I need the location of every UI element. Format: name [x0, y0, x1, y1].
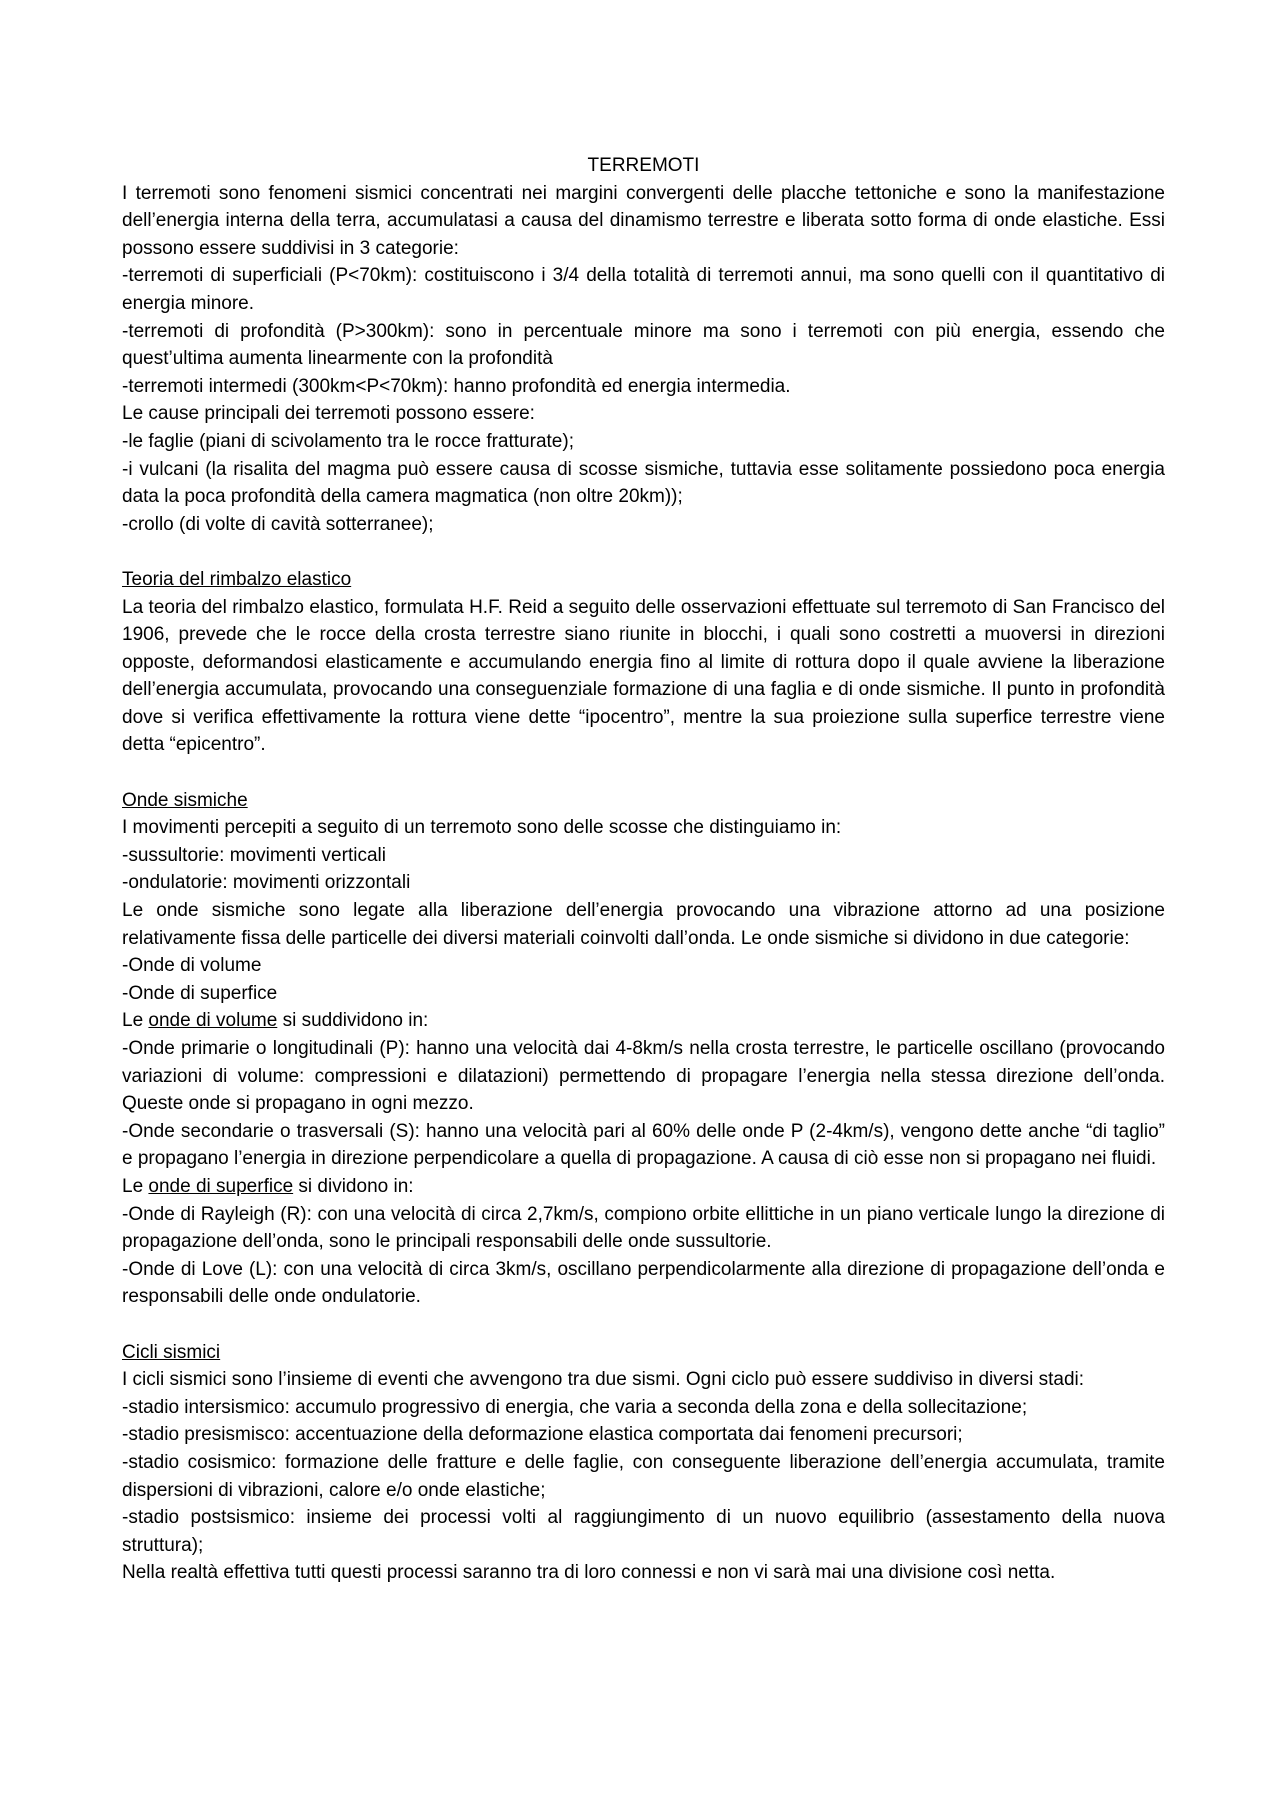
- volume-suffix: si suddividono in:: [277, 1010, 429, 1032]
- cicli-intro: I cicli sismici sono l’insieme di eventi che avvengono tra due sismi. Ogni ciclo può essere suddiviso in diversi stadi:: [122, 1369, 1085, 1391]
- list-item-onde-superfice: -Onde di superfice: [122, 982, 278, 1004]
- superfice-suffix: si dividono in:: [293, 1175, 414, 1197]
- volume-subheading: [122, 1007, 1165, 1035]
- list-item-faglie: -le faglie (piani di scivolamento tra le rocce fratturate);: [122, 430, 574, 452]
- list-item-profondita: -terremoti di profondità (P>300km): sono in percentuale minore ma sono i terremoti con più energia, essendo che quest’ultima aumenta linearmente con la profondità: [122, 320, 1165, 370]
- section-heading-cicli: Cicli sismici: [122, 1341, 221, 1363]
- volume-prefix: Le: [122, 1010, 149, 1032]
- list-item-cosismico: -stadio cosismico: formazione delle fratture e delle faglie, con conseguente liberazione dell’energia accumulata, tramite dispersioni di vibrazioni, calore e/o onde elastiche;: [122, 1451, 1165, 1501]
- list-item-presismico: -stadio presismisco: accentuazione della deformazione elastica comportata dai fenomeni precursori;: [122, 1424, 963, 1446]
- superfice-subheading: [122, 1173, 1165, 1201]
- superfice-term: onde di superfice: [148, 1175, 294, 1197]
- cause-intro: Le cause principali dei terremoti possono essere:: [122, 403, 535, 425]
- list-item-vulcani: -i vulcani (la risalita del magma può essere causa di scosse sismiche, tuttavia esse solitamente possiedono poca energia data la poca profondità della camera magmatica (non oltre 20km));: [122, 458, 1165, 508]
- list-item-secondarie: -Onde secondarie o trasversali (S): hanno una velocità pari al 60% delle onde P (2-4km/s), vengono dette anche “di taglio” e propagano l’energia in direzione perpendicolare a quella di propagazione. A causa di ciò esse non si propagano nei fluidi.: [122, 1120, 1165, 1170]
- list-item-onde-volume: -Onde di volume: [122, 955, 262, 977]
- spacer: [122, 538, 1165, 566]
- list-item-rayleigh: -Onde di Rayleigh (R): con una velocità di circa 2,7km/s, compiono orbite ellittiche in un piano verticale lungo la direzione di propagazione dell’onda, sono le principali responsabili delle onde sussultorie.: [122, 1203, 1165, 1253]
- onde-intro: I movimenti percepiti a seguito di un terremoto sono delle scosse che distinguiamo in:: [122, 817, 842, 839]
- list-item-ondulatorie: -ondulatorie: movimenti orizzontali: [122, 872, 411, 894]
- list-item-primarie: -Onde primarie o longitudinali (P): hanno una velocità dai 4-8km/s nella crosta terrestre, le particelle oscillano (provocando variazioni di volume: compressioni e dilatazioni) permettendo di propagare l’energia nella stessa direzione dell’onda. Queste onde si propagano in ogni mezzo.: [122, 1038, 1165, 1115]
- intro-paragraph: I terremoti sono fenomeni sismici concentrati nei margini convergenti delle placche tettoniche e sono la manifestazione dell’energia interna della terra, accumulatasi a causa del dinamismo terrestre e liberata sotto forma di onde elastiche. Essi possono essere suddivisi in 3 categorie:: [122, 182, 1165, 259]
- list-item-intermedi: -terremoti intermedi (300km<P<70km): hanno profondità ed energia intermedia.: [122, 375, 791, 397]
- spacer: [122, 1311, 1165, 1339]
- section-heading-rimbalzo: Teoria del rimbalzo elastico: [122, 568, 352, 590]
- onde-paragraph: Le onde sismiche sono legate alla liberazione dell’energia provocando una vibrazione attorno ad una posizione relativamente fissa delle particelle dei diversi materiali coinvolti dall’onda. Le onde sismiche si dividono in due categorie:: [122, 900, 1165, 949]
- conclusion-paragraph: Nella realtà effettiva tutti questi processi saranno tra di loro connessi e non vi sarà mai una divisione così netta.: [122, 1562, 1056, 1584]
- superfice-prefix: Le: [122, 1175, 149, 1197]
- rimbalzo-paragraph: La teoria del rimbalzo elastico, formulata H.F. Reid a seguito delle osservazioni effettuate sul terremoto di San Francisco del 1906, prevede che le rocce della crosta terrestre siano riunite in blocchi, i quali sono costretti a muoversi in direzioni opposte, deformandosi elasticamente e accumulando energia fino al limite di rottura dopo il quale avviene la liberazione dell’energia accumulata, provocando una conseguenziale formazione di una faglia e di onde sismiche. Il punto in profondità dove si verifica effettivamente la rottura viene dette “ipocentro”, mentre la sua proiezione sulla superfice terrestre viene detta “epicentro”.: [122, 596, 1165, 756]
- list-item-postsismico: -stadio postsismico: insieme dei processi volti al raggiungimento di un nuovo equilibrio (assestamento della nuova struttura);: [122, 1507, 1165, 1556]
- list-item-superficiali: -terremoti di superficiali (P<70km): costituiscono i 3/4 della totalità di terremoti annui, ma sono quelli con il quantitativo di energia minore.: [122, 265, 1165, 314]
- spacer: [122, 759, 1165, 787]
- list-item-intersismico: -stadio intersismico: accumulo progressivo di energia, che varia a seconda della zona e della sollecitazione;: [122, 1396, 1028, 1418]
- list-item-love: -Onde di Love (L): con una velocità di circa 3km/s, oscillano perpendicolarmente alla direzione di propagazione dell’onda e responsabili delle onde ondulatorie.: [122, 1258, 1165, 1308]
- list-item-crollo: -crollo (di volte di cavità sotterranee);: [122, 513, 434, 535]
- section-heading-onde: Onde sismiche: [122, 789, 248, 811]
- list-item-sussultorie: -sussultorie: movimenti verticali: [122, 844, 386, 866]
- volume-term: onde di volume: [148, 1010, 278, 1032]
- page-title: TERREMOTI: [587, 155, 700, 176]
